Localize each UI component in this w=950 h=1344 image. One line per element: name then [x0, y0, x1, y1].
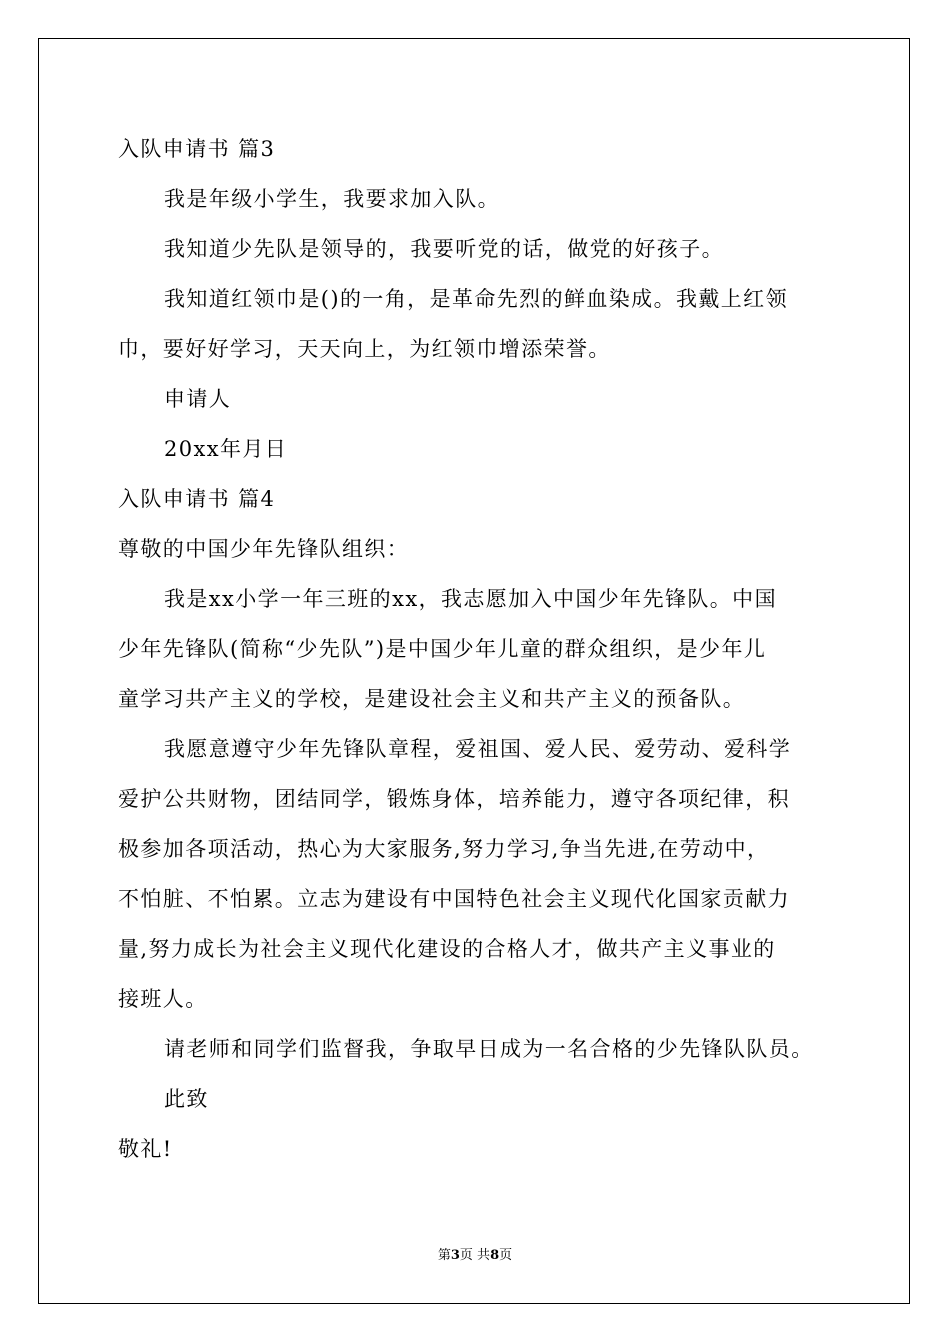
section-4-paragraph-2-line-1: 我愿意遵守少年先锋队章程，爱祖国、爱人民、爱劳动、爱科学 [164, 737, 792, 761]
section-3-paragraph-2: 我知道少先队是领导的，我要听党的话，做党的好孩子。 [164, 237, 724, 261]
section-4-paragraph-1-line-1: 我是xx小学一年三班的xx，我志愿加入中国少年先锋队。中国 [164, 587, 777, 611]
section-4-paragraph-2-line-3: 极参加各项活动，热心为大家服务,努力学习,争当先进,在劳动中， [118, 837, 770, 861]
footer-page-total: 8 [490, 1248, 500, 1263]
section-4-paragraph-1-line-3: 童学习共产主义的学校，是建设社会主义和共产主义的预备队。 [118, 687, 746, 711]
section-4-paragraph-3: 请老师和同学们监督我，争取早日成为一名合格的少先锋队队员。 [164, 1037, 814, 1061]
section-4-title: 入队申请书 篇4 [118, 487, 276, 511]
section-3-paragraph-3-line-2: 巾，要好好学习，天天向上，为红领巾增添荣誉。 [118, 337, 611, 361]
footer-page-prefix: 第 [437, 1248, 451, 1263]
section-3-applicant: 申请人 [164, 387, 232, 411]
page-border [38, 38, 910, 1304]
section-4-closing-1: 此致 [164, 1087, 209, 1111]
section-4-salutation: 尊敬的中国少年先锋队组织： [118, 537, 410, 561]
section-4-paragraph-2-line-6: 接班人。 [118, 987, 208, 1011]
section-3-date: 20xx年月日 [164, 437, 288, 461]
section-3-paragraph-3-line-1: 我知道红领巾是()的一角，是革命先烈的鲜血染成。我戴上红领 [164, 287, 788, 311]
footer-page-current: 3 [450, 1248, 460, 1263]
page-footer [0, 1248, 950, 1264]
section-4-paragraph-1-line-2: 少年先锋队(简称“少先队”)是中国少年儿童的群众组织，是少年儿 [118, 637, 767, 661]
section-4-paragraph-2-line-4: 不怕脏、不怕累。立志为建设有中国特色社会主义现代化国家贡献力 [118, 887, 790, 911]
section-4-paragraph-2-line-5: 量,努力成长为社会主义现代化建设的合格人才，做共产主义事业的 [118, 937, 776, 961]
section-3-paragraph-1: 我是年级小学生，我要求加入队。 [164, 187, 500, 211]
footer-page-suffix: 页 [499, 1248, 513, 1263]
footer-page-mid: 页 共 [459, 1248, 491, 1263]
section-4-closing-2: 敬礼! [118, 1137, 173, 1161]
section-3-title: 入队申请书 篇3 [118, 137, 276, 161]
section-4-paragraph-2-line-2: 爱护公共财物，团结同学，锻炼身体，培养能力，遵守各项纪律，积 [118, 787, 790, 811]
